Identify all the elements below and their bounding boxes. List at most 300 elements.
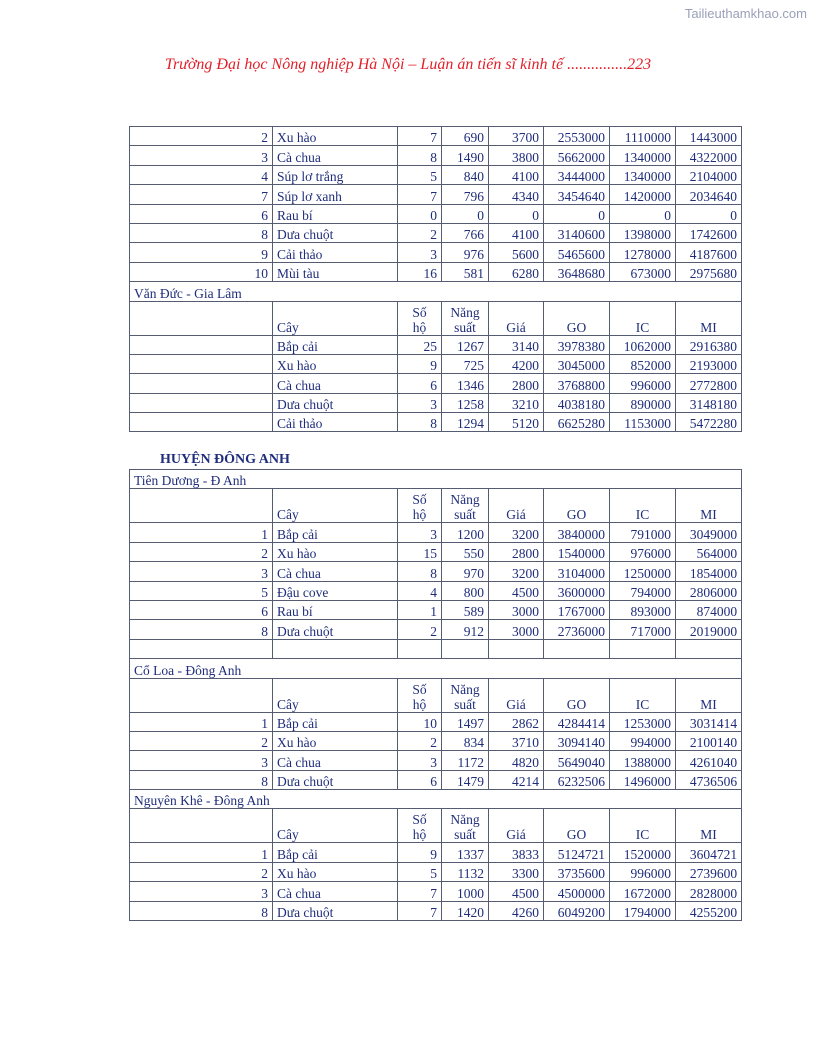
yield: 976 bbox=[442, 243, 489, 262]
go-value: 3600000 bbox=[544, 581, 610, 600]
header-household bbox=[398, 678, 442, 712]
price: 3700 bbox=[489, 127, 544, 146]
go-value: 5662000 bbox=[544, 146, 610, 165]
header-ic: IC bbox=[610, 301, 676, 335]
row-index: 5 bbox=[130, 581, 273, 600]
row-index: 9 bbox=[130, 243, 273, 262]
ic-value: 1250000 bbox=[610, 562, 676, 581]
mi-value: 3049000 bbox=[676, 523, 742, 542]
mi-value: 564000 bbox=[676, 542, 742, 561]
header-blank bbox=[130, 678, 273, 712]
price: 2800 bbox=[489, 542, 544, 561]
header-price: Giá bbox=[489, 809, 544, 843]
go-value: 3045000 bbox=[544, 354, 610, 373]
header-household bbox=[398, 489, 442, 523]
yield: 1000 bbox=[442, 882, 489, 901]
table-row bbox=[130, 862, 742, 881]
household-count: 15 bbox=[398, 542, 442, 561]
mi-value: 2019000 bbox=[676, 620, 742, 639]
ic-value: 673000 bbox=[610, 262, 676, 281]
ic-value: 1253000 bbox=[610, 712, 676, 731]
ic-value: 0 bbox=[610, 204, 676, 223]
crop-name: Xu hào bbox=[273, 354, 398, 373]
go-value: 4284414 bbox=[544, 712, 610, 731]
header-yield-line2: suất bbox=[454, 507, 476, 523]
crop-name: Xu hào bbox=[273, 862, 398, 881]
yield: 1337 bbox=[442, 843, 489, 862]
crop-name: Xu hào bbox=[273, 542, 398, 561]
header-mi: MI bbox=[676, 301, 742, 335]
row-index: 3 bbox=[130, 562, 273, 581]
mi-value bbox=[676, 639, 742, 658]
price bbox=[489, 639, 544, 658]
table-row bbox=[130, 146, 742, 165]
row-index: 8 bbox=[130, 770, 273, 789]
ic-value: 976000 bbox=[610, 542, 676, 561]
go-value: 1540000 bbox=[544, 542, 610, 561]
table-row bbox=[130, 262, 742, 281]
price: 3300 bbox=[489, 862, 544, 881]
header-household-line1: Số bbox=[412, 681, 427, 697]
price: 5120 bbox=[489, 413, 544, 432]
crop-name: Cà chua bbox=[273, 751, 398, 770]
yield: 1267 bbox=[442, 335, 489, 354]
mi-value: 1742600 bbox=[676, 223, 742, 242]
table-row bbox=[130, 185, 742, 204]
household-count: 9 bbox=[398, 843, 442, 862]
watermark: Tailieuthamkhao.com bbox=[684, 6, 807, 21]
row-index bbox=[130, 639, 273, 658]
household-count: 4 bbox=[398, 581, 442, 600]
row-index bbox=[130, 393, 273, 412]
row-index: 2 bbox=[130, 731, 273, 750]
mi-value: 874000 bbox=[676, 600, 742, 619]
household-count: 6 bbox=[398, 374, 442, 393]
household-count: 8 bbox=[398, 413, 442, 432]
ic-value: 1110000 bbox=[610, 127, 676, 146]
go-value: 3768800 bbox=[544, 374, 610, 393]
header-household-line1: Số bbox=[412, 812, 427, 828]
section-row bbox=[130, 470, 742, 489]
mi-value: 2975680 bbox=[676, 262, 742, 281]
household-count: 7 bbox=[398, 901, 442, 920]
yield: 1294 bbox=[442, 413, 489, 432]
header-price: Giá bbox=[489, 301, 544, 335]
price: 3710 bbox=[489, 731, 544, 750]
mi-value: 1443000 bbox=[676, 127, 742, 146]
row-index: 3 bbox=[130, 751, 273, 770]
ic-value: 791000 bbox=[610, 523, 676, 542]
mi-value: 2828000 bbox=[676, 882, 742, 901]
yield: 1132 bbox=[442, 862, 489, 881]
household-count: 2 bbox=[398, 731, 442, 750]
mi-value: 2916380 bbox=[676, 335, 742, 354]
yield: 840 bbox=[442, 165, 489, 184]
ic-value: 794000 bbox=[610, 581, 676, 600]
header-mi: MI bbox=[676, 678, 742, 712]
header-crop: Cây bbox=[273, 489, 398, 523]
ic-value: 1278000 bbox=[610, 243, 676, 262]
price: 4500 bbox=[489, 882, 544, 901]
row-index: 1 bbox=[130, 712, 273, 731]
table-row bbox=[130, 223, 742, 242]
household-count: 5 bbox=[398, 165, 442, 184]
column-header-row bbox=[130, 809, 742, 843]
table-row bbox=[130, 127, 742, 146]
household-count: 7 bbox=[398, 882, 442, 901]
table-row bbox=[130, 600, 742, 619]
yield: 550 bbox=[442, 542, 489, 561]
header-yield bbox=[442, 809, 489, 843]
go-value: 3140600 bbox=[544, 223, 610, 242]
go-value: 5465600 bbox=[544, 243, 610, 262]
page-header: Trường Đại học Nông nghiệp Hà Nội – Luận án tiến sĩ kinh tế ...............223 bbox=[164, 56, 652, 73]
yield: 589 bbox=[442, 600, 489, 619]
mi-value: 1854000 bbox=[676, 562, 742, 581]
header-blank bbox=[130, 809, 273, 843]
header-crop: Cây bbox=[273, 678, 398, 712]
ic-value: 996000 bbox=[610, 374, 676, 393]
ic-value: 890000 bbox=[610, 393, 676, 412]
go-value: 4038180 bbox=[544, 393, 610, 412]
ic-value: 1496000 bbox=[610, 770, 676, 789]
table-row bbox=[130, 751, 742, 770]
section-row bbox=[130, 659, 742, 678]
header-yield-line2: suất bbox=[454, 319, 476, 335]
yield: 912 bbox=[442, 620, 489, 639]
table-row bbox=[130, 335, 742, 354]
yield: 834 bbox=[442, 731, 489, 750]
row-index: 1 bbox=[130, 523, 273, 542]
row-index: 3 bbox=[130, 146, 273, 165]
go-value: 6625280 bbox=[544, 413, 610, 432]
table-row bbox=[130, 882, 742, 901]
header-yield bbox=[442, 489, 489, 523]
yield: 1490 bbox=[442, 146, 489, 165]
go-value: 3454640 bbox=[544, 185, 610, 204]
mi-value: 2100140 bbox=[676, 731, 742, 750]
go-value: 3978380 bbox=[544, 335, 610, 354]
table-row bbox=[130, 562, 742, 581]
row-index: 7 bbox=[130, 185, 273, 204]
mi-value: 5472280 bbox=[676, 413, 742, 432]
ic-value: 1794000 bbox=[610, 901, 676, 920]
table-row bbox=[130, 374, 742, 393]
price: 3000 bbox=[489, 620, 544, 639]
header-go: GO bbox=[544, 489, 610, 523]
mi-value: 4322000 bbox=[676, 146, 742, 165]
header-ic: IC bbox=[610, 489, 676, 523]
household-count: 2 bbox=[398, 620, 442, 639]
price: 0 bbox=[489, 204, 544, 223]
row-index: 2 bbox=[130, 127, 273, 146]
crop-name: Bắp cải bbox=[273, 843, 398, 862]
table-row bbox=[130, 581, 742, 600]
row-index: 8 bbox=[130, 901, 273, 920]
crop-name: Cà chua bbox=[273, 562, 398, 581]
household-count: 3 bbox=[398, 393, 442, 412]
ic-value: 1520000 bbox=[610, 843, 676, 862]
table-row bbox=[130, 901, 742, 920]
mi-value: 3031414 bbox=[676, 712, 742, 731]
crop-name: Xu hào bbox=[273, 731, 398, 750]
table-row bbox=[130, 413, 742, 432]
data-table-1 bbox=[129, 126, 742, 432]
household-count: 3 bbox=[398, 751, 442, 770]
header-yield-line1: Năng bbox=[450, 681, 480, 697]
crop-name: Xu hào bbox=[273, 127, 398, 146]
header-go: GO bbox=[544, 809, 610, 843]
ic-value: 1153000 bbox=[610, 413, 676, 432]
table-row bbox=[130, 393, 742, 412]
header-yield-line1: Năng bbox=[450, 812, 480, 828]
crop-name: Dưa chuột bbox=[273, 223, 398, 242]
yield: 1479 bbox=[442, 770, 489, 789]
header-yield-line1: Năng bbox=[450, 492, 480, 508]
price: 4500 bbox=[489, 581, 544, 600]
section-title: Nguyên Khê - Đông Anh bbox=[130, 790, 742, 809]
header-crop: Cây bbox=[273, 301, 398, 335]
mi-value: 3604721 bbox=[676, 843, 742, 862]
row-index bbox=[130, 354, 273, 373]
go-value: 6049200 bbox=[544, 901, 610, 920]
yield: 1258 bbox=[442, 393, 489, 412]
ic-value: 1340000 bbox=[610, 165, 676, 184]
go-value: 0 bbox=[544, 204, 610, 223]
price: 4100 bbox=[489, 165, 544, 184]
crop-name: Súp lơ xanh bbox=[273, 185, 398, 204]
section-row bbox=[130, 282, 742, 301]
yield: 1346 bbox=[442, 374, 489, 393]
table-row bbox=[130, 354, 742, 373]
data-table-2 bbox=[129, 469, 742, 921]
yield bbox=[442, 639, 489, 658]
household-count: 7 bbox=[398, 185, 442, 204]
header-go: GO bbox=[544, 301, 610, 335]
table-row bbox=[130, 204, 742, 223]
ic-value: 996000 bbox=[610, 862, 676, 881]
row-index bbox=[130, 374, 273, 393]
household-count: 2 bbox=[398, 223, 442, 242]
go-value: 3648680 bbox=[544, 262, 610, 281]
header-price: Giá bbox=[489, 489, 544, 523]
price: 4340 bbox=[489, 185, 544, 204]
go-value: 3444000 bbox=[544, 165, 610, 184]
price: 3200 bbox=[489, 523, 544, 542]
household-count: 7 bbox=[398, 127, 442, 146]
column-header-row bbox=[130, 678, 742, 712]
table-row bbox=[130, 712, 742, 731]
household-count: 8 bbox=[398, 562, 442, 581]
crop-name: Cải thảo bbox=[273, 413, 398, 432]
household-count: 3 bbox=[398, 243, 442, 262]
mi-value: 4736506 bbox=[676, 770, 742, 789]
header-mi: MI bbox=[676, 809, 742, 843]
header-yield bbox=[442, 301, 489, 335]
mi-value: 0 bbox=[676, 204, 742, 223]
header-yield-line1: Năng bbox=[450, 304, 480, 320]
header-price: Giá bbox=[489, 678, 544, 712]
mi-value: 2193000 bbox=[676, 354, 742, 373]
household-count bbox=[398, 639, 442, 658]
go-value: 3840000 bbox=[544, 523, 610, 542]
crop-name: Dưa chuột bbox=[273, 393, 398, 412]
district-heading: HUYỆN ĐÔNG ANH bbox=[160, 452, 290, 467]
header-yield-line2: suất bbox=[454, 827, 476, 843]
ic-value: 893000 bbox=[610, 600, 676, 619]
price: 4200 bbox=[489, 354, 544, 373]
price: 4214 bbox=[489, 770, 544, 789]
row-index: 6 bbox=[130, 204, 273, 223]
header-household-line1: Số bbox=[412, 304, 427, 320]
household-count: 6 bbox=[398, 770, 442, 789]
household-count: 25 bbox=[398, 335, 442, 354]
mi-value: 2772800 bbox=[676, 374, 742, 393]
section-title: Văn Đức - Gia Lâm bbox=[130, 282, 742, 301]
crop-name: Súp lơ trắng bbox=[273, 165, 398, 184]
section-row bbox=[130, 790, 742, 809]
row-index: 3 bbox=[130, 882, 273, 901]
household-count: 10 bbox=[398, 712, 442, 731]
column-header-row bbox=[130, 301, 742, 335]
crop-name: Cà chua bbox=[273, 882, 398, 901]
price: 2800 bbox=[489, 374, 544, 393]
header-household-line1: Số bbox=[412, 492, 427, 508]
yield: 800 bbox=[442, 581, 489, 600]
header-household-line2: hộ bbox=[412, 507, 427, 523]
header-go: GO bbox=[544, 678, 610, 712]
crop-name: Dưa chuột bbox=[273, 620, 398, 639]
household-count: 0 bbox=[398, 204, 442, 223]
household-count: 9 bbox=[398, 354, 442, 373]
crop-name: Rau bí bbox=[273, 204, 398, 223]
yield: 690 bbox=[442, 127, 489, 146]
crop-name: Bắp cải bbox=[273, 335, 398, 354]
go-value: 5649040 bbox=[544, 751, 610, 770]
table-row bbox=[130, 639, 742, 658]
section-title: Cổ Loa - Đông Anh bbox=[130, 659, 742, 678]
table-row bbox=[130, 843, 742, 862]
ic-value: 1420000 bbox=[610, 185, 676, 204]
mi-value: 2806000 bbox=[676, 581, 742, 600]
table-row bbox=[130, 770, 742, 789]
ic-value: 1340000 bbox=[610, 146, 676, 165]
mi-value: 3148180 bbox=[676, 393, 742, 412]
go-value bbox=[544, 639, 610, 658]
header-household bbox=[398, 301, 442, 335]
crop-name: Dưa chuột bbox=[273, 901, 398, 920]
mi-value: 4261040 bbox=[676, 751, 742, 770]
header-blank bbox=[130, 301, 273, 335]
row-index bbox=[130, 413, 273, 432]
price: 6280 bbox=[489, 262, 544, 281]
price: 3140 bbox=[489, 335, 544, 354]
ic-value: 852000 bbox=[610, 354, 676, 373]
header-yield-line2: suất bbox=[454, 696, 476, 712]
header-ic: IC bbox=[610, 809, 676, 843]
yield: 1172 bbox=[442, 751, 489, 770]
price: 3210 bbox=[489, 393, 544, 412]
household-count: 3 bbox=[398, 523, 442, 542]
row-index: 2 bbox=[130, 542, 273, 561]
go-value: 3104000 bbox=[544, 562, 610, 581]
price: 2862 bbox=[489, 712, 544, 731]
header-yield bbox=[442, 678, 489, 712]
ic-value: 1062000 bbox=[610, 335, 676, 354]
yield: 581 bbox=[442, 262, 489, 281]
crop-name: Cải thảo bbox=[273, 243, 398, 262]
go-value: 4500000 bbox=[544, 882, 610, 901]
ic-value: 1672000 bbox=[610, 882, 676, 901]
household-count: 1 bbox=[398, 600, 442, 619]
crop-name: Dưa chuột bbox=[273, 770, 398, 789]
crop-name: Cà chua bbox=[273, 146, 398, 165]
go-value: 5124721 bbox=[544, 843, 610, 862]
crop-name: Bắp cải bbox=[273, 523, 398, 542]
row-index: 4 bbox=[130, 165, 273, 184]
household-count: 16 bbox=[398, 262, 442, 281]
yield: 970 bbox=[442, 562, 489, 581]
go-value: 2736000 bbox=[544, 620, 610, 639]
row-index: 8 bbox=[130, 223, 273, 242]
crop-name: Bắp cải bbox=[273, 712, 398, 731]
row-index: 6 bbox=[130, 600, 273, 619]
household-count: 5 bbox=[398, 862, 442, 881]
go-value: 1767000 bbox=[544, 600, 610, 619]
price: 3800 bbox=[489, 146, 544, 165]
price: 3000 bbox=[489, 600, 544, 619]
table-row bbox=[130, 243, 742, 262]
crop-name: Cà chua bbox=[273, 374, 398, 393]
header-household-line2: hộ bbox=[412, 827, 427, 843]
header-blank bbox=[130, 489, 273, 523]
go-value: 3735600 bbox=[544, 862, 610, 881]
ic-value: 1388000 bbox=[610, 751, 676, 770]
table-row bbox=[130, 620, 742, 639]
price: 4260 bbox=[489, 901, 544, 920]
row-index: 8 bbox=[130, 620, 273, 639]
mi-value: 4187600 bbox=[676, 243, 742, 262]
go-value: 6232506 bbox=[544, 770, 610, 789]
row-index: 10 bbox=[130, 262, 273, 281]
row-index: 2 bbox=[130, 862, 273, 881]
yield: 766 bbox=[442, 223, 489, 242]
table-row bbox=[130, 731, 742, 750]
price: 3833 bbox=[489, 843, 544, 862]
go-value: 2553000 bbox=[544, 127, 610, 146]
price: 4820 bbox=[489, 751, 544, 770]
yield: 725 bbox=[442, 354, 489, 373]
price: 3200 bbox=[489, 562, 544, 581]
crop-name: Đậu cove bbox=[273, 581, 398, 600]
header-household bbox=[398, 809, 442, 843]
header-household-line2: hộ bbox=[412, 319, 427, 335]
crop-name: Mùi tàu bbox=[273, 262, 398, 281]
yield: 1497 bbox=[442, 712, 489, 731]
ic-value: 717000 bbox=[610, 620, 676, 639]
yield: 1200 bbox=[442, 523, 489, 542]
table-row bbox=[130, 165, 742, 184]
header-ic: IC bbox=[610, 678, 676, 712]
crop-name: Rau bí bbox=[273, 600, 398, 619]
yield: 0 bbox=[442, 204, 489, 223]
mi-value: 2034640 bbox=[676, 185, 742, 204]
yield: 1420 bbox=[442, 901, 489, 920]
header-crop: Cây bbox=[273, 809, 398, 843]
crop-name bbox=[273, 639, 398, 658]
row-index bbox=[130, 335, 273, 354]
ic-value bbox=[610, 639, 676, 658]
